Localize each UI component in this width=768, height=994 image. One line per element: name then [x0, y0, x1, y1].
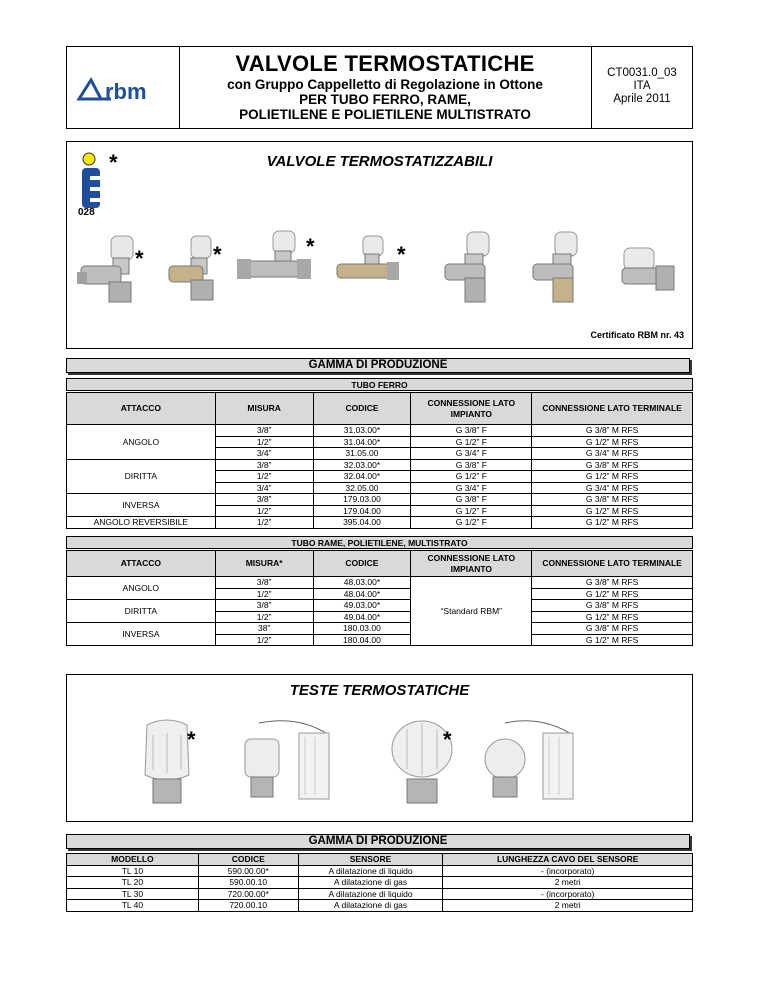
codice-cell: 590.00.10 [198, 877, 298, 889]
cavo-cell: 2 metri [443, 900, 693, 912]
document-header [66, 46, 693, 129]
production-title-2: GAMMA DI PRODUZIONE [66, 834, 690, 849]
header-codice: CODICE [198, 854, 298, 866]
codice-cell: 179.04.00 [313, 505, 411, 517]
terminale-cell: G 1/2” M RFS [532, 588, 693, 600]
header-misura: MISURA [215, 393, 313, 425]
valves-panel [66, 141, 693, 349]
codice-cell: 49.03.00* [313, 600, 411, 612]
terminale-cell: G 1/2” M RFS [532, 611, 693, 623]
codice-cell: 32.05.00 [313, 482, 411, 494]
star-marker: * [213, 242, 222, 267]
modello-cell: TL 20 [67, 877, 199, 889]
codice-cell: 48.03.00* [313, 577, 411, 589]
codice-cell: 180.03.00 [313, 623, 411, 635]
terminale-cell: G 1/2” M RFS [532, 517, 693, 529]
valves-title: VALVOLE TERMOSTATIZZABILI [266, 153, 493, 170]
attacco-cell: DIRITTA [67, 600, 216, 623]
copper-pipe-table [66, 550, 693, 646]
attacco-cell: DIRITTA [67, 459, 216, 494]
iron-pipe-table [66, 392, 693, 529]
codice-cell: 32.03.00* [313, 459, 411, 471]
impianto-cell: G 1/2” F [411, 505, 532, 517]
terminale-cell: G 3/4” M RFS [532, 482, 693, 494]
codice-cell: 31.03.00* [313, 425, 411, 437]
impianto-cell: G 3/8” F [411, 425, 532, 437]
misura-cell: 1/2” [215, 436, 313, 448]
terminale-cell: G 1/2” M RFS [532, 634, 693, 646]
impianto-cell: G 1/2” F [411, 517, 532, 529]
table-row [67, 888, 693, 900]
title-block [179, 47, 591, 128]
misura-cell: 38” [215, 623, 313, 635]
codice-cell: 49.04.00* [313, 611, 411, 623]
terminale-cell: G 1/2” M RFS [532, 505, 693, 517]
iron-pipe-subtitle: TUBO FERRO [66, 378, 693, 391]
subtitle-line-2: PER TUBO FERRO, RAME, [299, 92, 471, 107]
header-attacco: ATTACCO [67, 551, 216, 577]
misura-cell: 1/2” [215, 634, 313, 646]
impianto-cell: G 1/2” F [411, 471, 532, 483]
header-modello: MODELLO [67, 854, 199, 866]
attacco-cell: ANGOLO [67, 425, 216, 460]
misura-cell: 3/4” [215, 482, 313, 494]
standard-rbm-cell: “Standard RBM” [411, 577, 532, 646]
rbm-logo [67, 47, 180, 128]
subtitle-line-1: con Gruppo Cappelletto di Regolazione in Ottone [227, 77, 543, 92]
cavo-cell: - (incorporato) [443, 865, 693, 877]
badge-number: 028 [78, 207, 95, 218]
valve-diritta-1-icon [235, 227, 315, 297]
header-codice: CODICE [313, 551, 411, 577]
table-row [67, 877, 693, 889]
table-row [67, 865, 693, 877]
doc-code: CT0031.0_03 [607, 67, 677, 79]
misura-cell: 3/8” [215, 494, 313, 506]
heads-table [66, 853, 693, 912]
star-marker: * [443, 727, 452, 752]
codice-cell: 720.00.10 [198, 900, 298, 912]
certificate-label: Certificato RBM nr. 43 [590, 330, 684, 340]
valve-angolo-reversibile-icon [612, 242, 682, 302]
doc-language: ITA [633, 80, 651, 92]
misura-cell: 1/2” [215, 588, 313, 600]
codice-cell: 32.04.00* [313, 471, 411, 483]
misura-cell: 3/8” [215, 577, 313, 589]
terminale-cell: G 1/2” M RFS [532, 436, 693, 448]
star-marker: * [306, 234, 315, 259]
head-tl40-icon [481, 715, 593, 810]
header-misura: MISURA* [215, 551, 313, 577]
sensore-cell: A dilatazione di liquido [298, 865, 443, 877]
valve-diritta-2-icon [331, 234, 403, 300]
misura-cell: 3/8” [215, 600, 313, 612]
impianto-cell: G 3/4” F [411, 482, 532, 494]
terminale-cell: G 3/8” M RFS [532, 577, 693, 589]
heads-title: TESTE TERMOSTATICHE [289, 682, 470, 699]
energy-badge-icon [79, 152, 109, 212]
star-marker: * [109, 150, 118, 175]
document-meta [591, 47, 692, 128]
star-marker: * [187, 727, 196, 752]
terminale-cell: G 3/8” M RFS [532, 600, 693, 612]
misura-cell: 1/2” [215, 517, 313, 529]
header-sensore: SENSORE [298, 854, 443, 866]
modello-cell: TL 10 [67, 865, 199, 877]
attacco-cell: INVERSA [67, 623, 216, 646]
table-row [67, 900, 693, 912]
codice-cell: 31.04.00* [313, 436, 411, 448]
terminale-cell: G 3/8” M RFS [532, 494, 693, 506]
misura-cell: 3/8” [215, 425, 313, 437]
misura-cell: 1/2” [215, 505, 313, 517]
header-lato-terminale: CONNESSIONE LATO TERMINALE [532, 551, 693, 577]
codice-cell: 180.04.00 [313, 634, 411, 646]
codice-cell: 590.00.00* [198, 865, 298, 877]
impianto-cell: G 3/8” F [411, 459, 532, 471]
terminale-cell: G 3/8” M RFS [532, 425, 693, 437]
codice-cell: 179.03.00 [313, 494, 411, 506]
misura-cell: 1/2” [215, 471, 313, 483]
cavo-cell: - (incorporato) [443, 888, 693, 900]
production-title: GAMMA DI PRODUZIONE [66, 358, 690, 373]
subtitle-line-3: POLIETILENE E POLIETILENE MULTISTRATO [239, 107, 531, 122]
head-tl20-icon [239, 715, 351, 810]
attacco-cell: ANGOLO [67, 577, 216, 600]
copper-pipe-subtitle: TUBO RAME, POLIETILENE, MULTISTRATO [66, 536, 693, 549]
attacco-cell: INVERSA [67, 494, 216, 517]
codice-cell: 395.04.00 [313, 517, 411, 529]
header-lato-terminale: CONNESSIONE LATO TERMINALE [532, 393, 693, 425]
misura-cell: 1/2” [215, 611, 313, 623]
codice-cell: 720.00.00* [198, 888, 298, 900]
terminale-cell: G 3/8” M RFS [532, 459, 693, 471]
impianto-cell: G 3/4” F [411, 448, 532, 460]
cavo-cell: 2 metri [443, 877, 693, 889]
codice-cell: 48.04.00* [313, 588, 411, 600]
valve-inversa-1-icon [437, 228, 503, 308]
heads-panel [66, 674, 693, 822]
page-title: VALVOLE TERMOSTATICHE [235, 51, 535, 76]
logo-text: rbm [105, 79, 147, 104]
sensore-cell: A dilatazione di gas [298, 877, 443, 889]
header-lato-impianto: CONNESSIONE LATO IMPIANTO [411, 393, 532, 425]
header-lato-impianto: CONNESSIONE LATO IMPIANTO [411, 551, 532, 577]
terminale-cell: G 3/4” M RFS [532, 448, 693, 460]
header-codice: CODICE [313, 393, 411, 425]
modello-cell: TL 40 [67, 900, 199, 912]
star-marker: * [135, 246, 144, 271]
modello-cell: TL 30 [67, 888, 199, 900]
doc-date: Aprile 2011 [613, 93, 671, 105]
misura-cell: 3/8” [215, 459, 313, 471]
header-attacco: ATTACCO [67, 393, 216, 425]
impianto-cell: G 3/8” F [411, 494, 532, 506]
star-marker: * [397, 242, 406, 267]
terminale-cell: G 1/2” M RFS [532, 471, 693, 483]
sensore-cell: A dilatazione di liquido [298, 888, 443, 900]
codice-cell: 31.05.00 [313, 448, 411, 460]
header-lunghezza-cavo: LUNGHEZZA CAVO DEL SENSORE [443, 854, 693, 866]
misura-cell: 3/4” [215, 448, 313, 460]
impianto-cell: G 1/2” F [411, 436, 532, 448]
attacco-cell: ANGOLO REVERSIBILE [67, 517, 216, 529]
valve-inversa-2-icon [525, 228, 591, 308]
terminale-cell: G 3/8” M RFS [532, 623, 693, 635]
sensore-cell: A dilatazione di gas [298, 900, 443, 912]
